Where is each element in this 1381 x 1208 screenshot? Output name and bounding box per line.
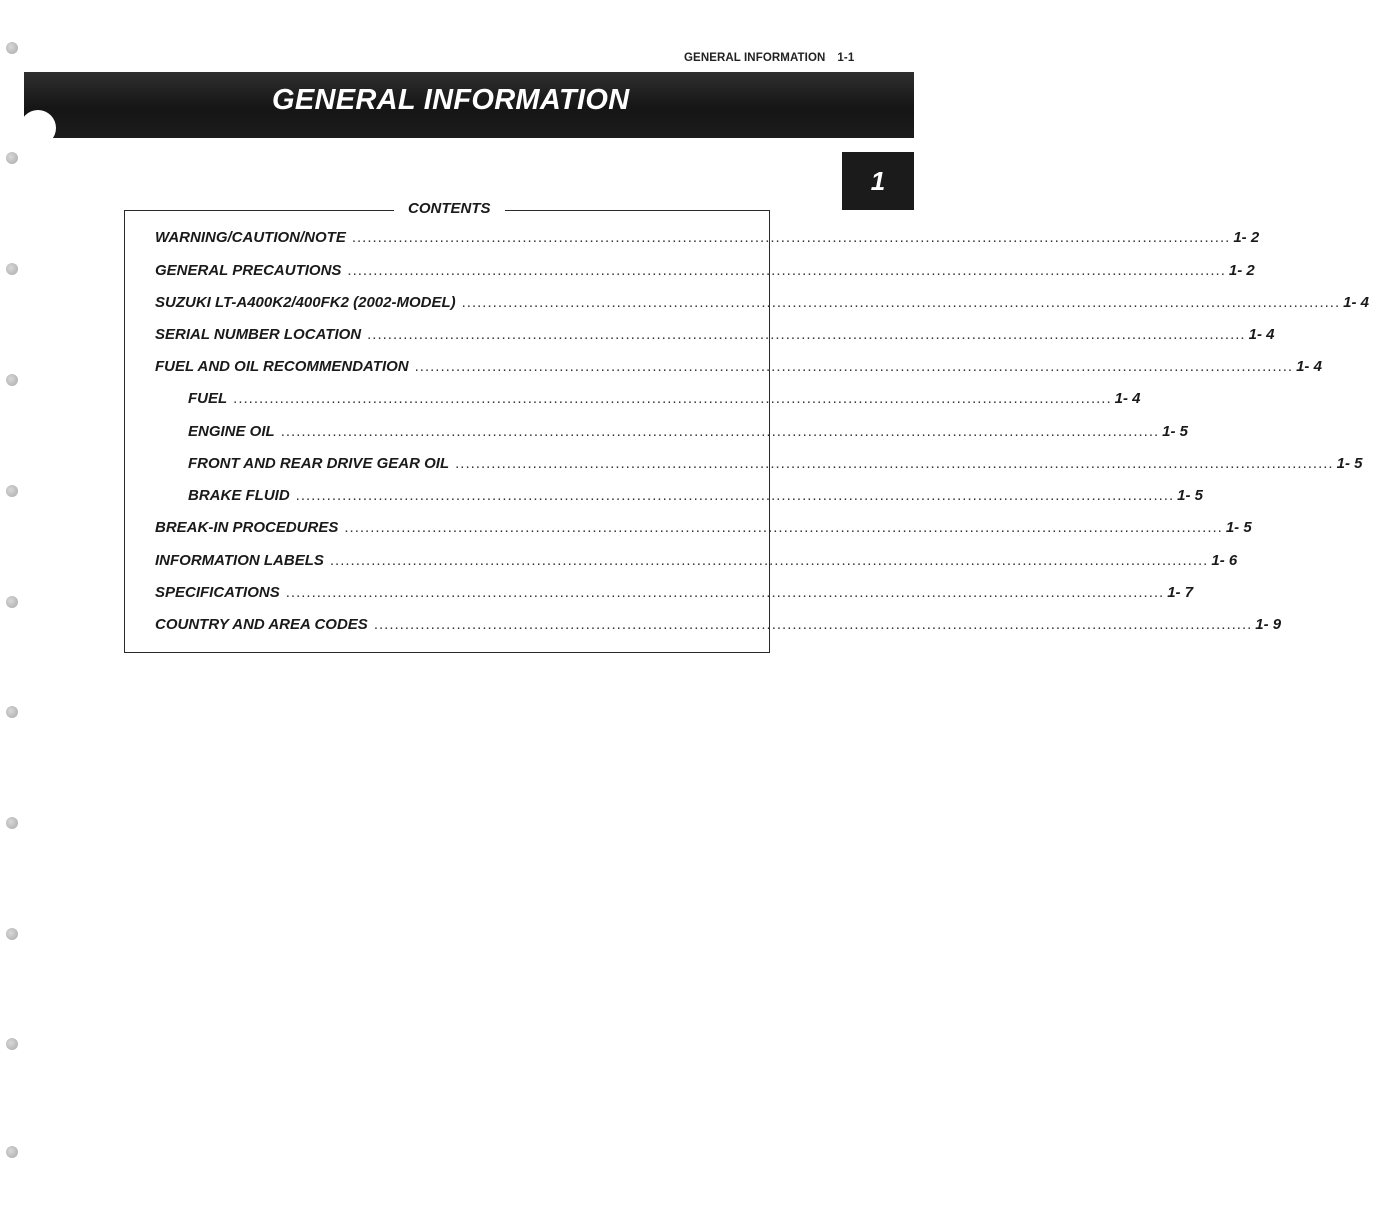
binder-hole	[6, 928, 18, 940]
toc-entry	[155, 584, 1194, 604]
binder-hole	[6, 706, 18, 718]
toc-entry-page: 1- 5	[1177, 487, 1204, 504]
binder-hole	[6, 42, 18, 54]
toc-entry	[155, 616, 1282, 636]
dot-leader: ..........................................................................................................................................................................	[455, 455, 1334, 472]
toc-entry-label: BRAKE FLUID	[188, 487, 290, 504]
toc-entry-label: COUNTRY AND AREA CODES	[155, 616, 368, 633]
chapter-tab: 1	[842, 152, 914, 210]
binder-hole	[6, 596, 18, 608]
toc-entry-label: FUEL	[188, 390, 228, 407]
dot-leader: ..........................................................................................................................................................................	[344, 519, 1223, 536]
toc-entry-page: 1- 5	[1336, 455, 1363, 472]
dot-leader: ..........................................................................................................................................................................	[233, 390, 1112, 407]
toc-entry-page: 1- 5	[1225, 519, 1252, 536]
toc-entry-page: 1- 7	[1167, 584, 1194, 601]
toc-entry	[155, 294, 1369, 314]
toc-entry-label: ENGINE OIL	[188, 423, 275, 440]
toc-entry-page: 1- 4	[1296, 358, 1322, 375]
toc-entry-page: 1- 9	[1255, 616, 1282, 633]
banner-notch	[20, 110, 56, 146]
binder-hole	[6, 1146, 18, 1158]
toc-entry	[155, 229, 1260, 249]
toc-entry-label: BREAK-IN PROCEDURES	[155, 519, 339, 536]
binder-hole	[6, 374, 18, 386]
binder-hole	[6, 152, 18, 164]
dot-leader: ..........................................................................................................................................................................	[414, 358, 1294, 375]
binder-hole	[6, 263, 18, 275]
binder-hole	[6, 485, 18, 497]
dot-leader: ..........................................................................................................................................................................	[461, 294, 1341, 311]
toc-entry-label: FUEL AND OIL RECOMMENDATION	[155, 358, 409, 375]
toc-entry-label: SPECIFICATIONS	[155, 584, 280, 601]
toc-entry-page: 1- 4	[1114, 390, 1141, 407]
toc-subentry	[188, 423, 1189, 443]
chapter-title: GENERAL INFORMATION	[272, 84, 630, 116]
toc-entry-page: 1- 6	[1211, 552, 1238, 569]
toc-entry	[155, 552, 1238, 572]
dot-leader: ..........................................................................................................................................................................	[367, 326, 1246, 343]
dot-leader: ..........................................................................................................................................................................	[295, 487, 1175, 504]
running-head	[684, 52, 854, 64]
toc-entry-page: 1- 2	[1233, 229, 1260, 246]
toc-entry-label: WARNING/CAUTION/NOTE	[155, 229, 346, 246]
toc-entry-page: 1- 5	[1162, 423, 1189, 440]
toc-entry-label: GENERAL PRECAUTIONS	[155, 262, 342, 279]
toc-entry-label: SUZUKI LT-A400K2/400FK2 (2002-MODEL)	[155, 294, 456, 311]
toc-subentry	[188, 455, 1363, 475]
page-number: 1-1	[837, 52, 855, 64]
toc-entry-page: 1- 4	[1343, 294, 1369, 311]
toc-entry	[155, 358, 1322, 378]
toc-entry	[155, 519, 1252, 539]
dot-leader: ..........................................................................................................................................................................	[351, 229, 1231, 246]
toc-subentry	[188, 487, 1204, 507]
dot-leader: ..........................................................................................................................................................................	[347, 262, 1226, 279]
toc-entry	[155, 326, 1275, 346]
dot-leader: ..........................................................................................................................................................................	[280, 423, 1160, 440]
binder-hole	[6, 1038, 18, 1050]
dot-leader: ..........................................................................................................................................................................	[373, 616, 1253, 633]
toc-entry-page: 1- 4	[1248, 326, 1275, 343]
toc-entry-label: FRONT AND REAR DRIVE GEAR OIL	[188, 455, 450, 472]
binder-hole	[6, 817, 18, 829]
contents-heading: CONTENTS	[394, 200, 505, 217]
toc-entry	[155, 262, 1255, 282]
toc-entry-page: 1- 2	[1228, 262, 1255, 279]
running-head-title: GENERAL INFORMATION	[684, 52, 826, 64]
toc-entry-label: INFORMATION LABELS	[155, 552, 324, 569]
toc-subentry	[188, 390, 1141, 410]
toc-entry-label: SERIAL NUMBER LOCATION	[155, 326, 362, 343]
dot-leader: ..........................................................................................................................................................................	[285, 584, 1165, 601]
dot-leader: ..........................................................................................................................................................................	[329, 552, 1209, 569]
